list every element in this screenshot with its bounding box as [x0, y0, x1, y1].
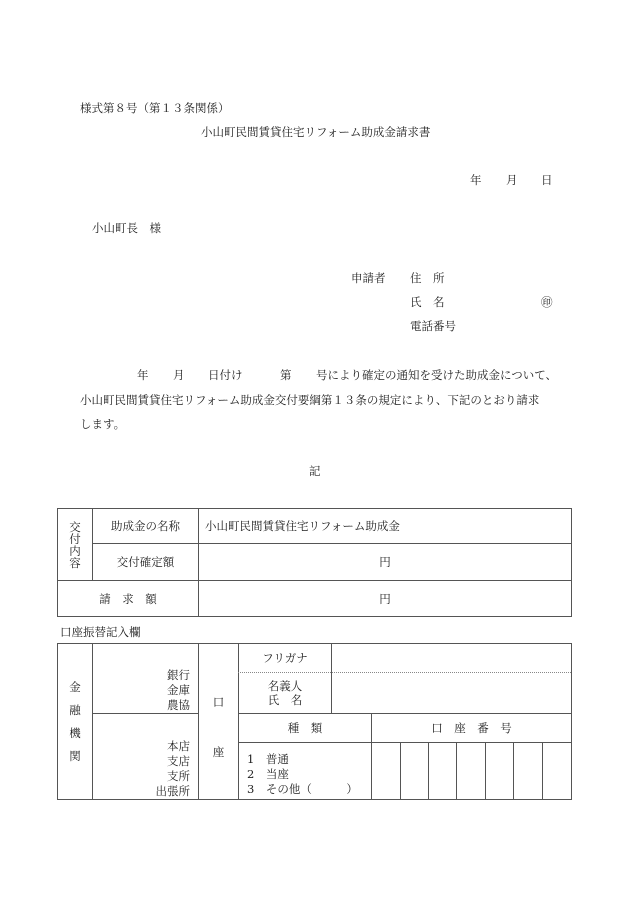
institution-char: 関 — [69, 748, 81, 763]
furigana-input[interactable] — [332, 644, 571, 672]
grant-group-label — [58, 509, 92, 580]
account-digit-cell[interactable] — [543, 743, 571, 799]
holder-name-input[interactable] — [332, 673, 571, 713]
account-digit-cell[interactable] — [486, 743, 513, 799]
branch-type-office: 出張所 — [155, 784, 190, 798]
body-dated: 日付け — [208, 368, 243, 382]
bank-type-bank: 銀行 — [167, 668, 190, 682]
seal-mark-icon: ㊞ — [541, 295, 553, 309]
holder-label-line: 名義人 — [267, 679, 303, 693]
account-label — [199, 644, 238, 799]
date-year-label: 年 — [470, 173, 482, 187]
account-digit-cell[interactable] — [514, 743, 542, 799]
bank-type-shinkin: 金庫 — [167, 683, 190, 697]
branch-type-branch: 支店 — [167, 754, 190, 768]
bank-type-nokyo: 農協 — [167, 698, 190, 712]
account-digit-cell[interactable] — [372, 743, 400, 799]
branch-type-sub: 支所 — [167, 769, 190, 783]
branch-name-field[interactable] — [93, 714, 198, 799]
account-type-ordinary[interactable]: 1 普通 — [247, 751, 289, 766]
bank-section-title: 口座振替記入欄 — [60, 625, 141, 639]
addressee: 小山町長 様 — [92, 221, 161, 235]
account-type-header: 種 類 — [287, 721, 323, 735]
holder-label — [239, 673, 331, 713]
account-digit-cell[interactable] — [401, 743, 428, 799]
phone-label: 電話番号 — [410, 319, 456, 333]
grant-group-char: 内 — [69, 543, 81, 558]
grant-group-char: 交 — [69, 519, 81, 534]
applicant-label: 申請者 — [351, 271, 386, 285]
body-line3: します。 — [80, 417, 126, 431]
body-month: 月 — [173, 368, 185, 382]
ki-heading: 記 — [309, 464, 321, 478]
institution-char: 機 — [69, 725, 81, 740]
institution-char: 融 — [69, 702, 81, 717]
bank-name-field[interactable] — [93, 644, 198, 713]
grant-group-char: 容 — [69, 555, 81, 570]
yen-unit: 円 — [379, 555, 391, 569]
account-char: 口 — [212, 694, 225, 709]
body-year: 年 — [137, 368, 149, 382]
account-number-header: 口 座 番 号 — [431, 721, 512, 735]
yen-unit: 円 — [379, 591, 391, 606]
grant-name-label: 助成金の名称 — [111, 519, 180, 533]
account-digit-cell[interactable] — [429, 743, 456, 799]
address-label: 住 所 — [410, 271, 445, 285]
confirmed-amount-label: 交付確定額 — [116, 555, 175, 569]
document-title: 小山町民間賃貸住宅リフォーム助成金請求書 — [201, 125, 431, 139]
branch-type-main: 本店 — [167, 739, 190, 753]
grant-name-value[interactable]: 小山町民間賃貸住宅リフォーム助成金 — [205, 519, 400, 533]
account-type-current[interactable]: 2 当座 — [247, 766, 289, 781]
account-digit-cell[interactable] — [457, 743, 485, 799]
holder-label-line: 氏 名 — [267, 693, 303, 707]
institution-char: 金 — [69, 679, 81, 694]
request-amount-label: 請 求 額 — [99, 591, 157, 606]
form-number: 様式第８号（第１３条関係） — [80, 101, 230, 115]
institution-label — [58, 644, 92, 799]
date-day-label: 日 — [541, 173, 553, 187]
name-label: 氏 名 — [410, 295, 445, 309]
request-amount-field[interactable] — [199, 581, 571, 616]
body-line1-rest: 号により確定の通知を受けた助成金について、 — [316, 368, 558, 382]
account-char: 座 — [212, 744, 225, 759]
body-number-prefix: 第 — [280, 368, 292, 382]
furigana-label: フリガナ — [262, 651, 308, 665]
date-month-label: 月 — [506, 173, 518, 187]
grant-group-char: 付 — [69, 531, 81, 546]
account-type-options — [239, 743, 371, 799]
body-line2: 小山町民間賃貸住宅リフォーム助成金交付要綱第１３条の規定により、下記のとおり請求 — [80, 393, 540, 407]
confirmed-amount-field[interactable] — [199, 544, 571, 580]
account-type-other[interactable]: 3 その他（ ） — [247, 781, 358, 796]
